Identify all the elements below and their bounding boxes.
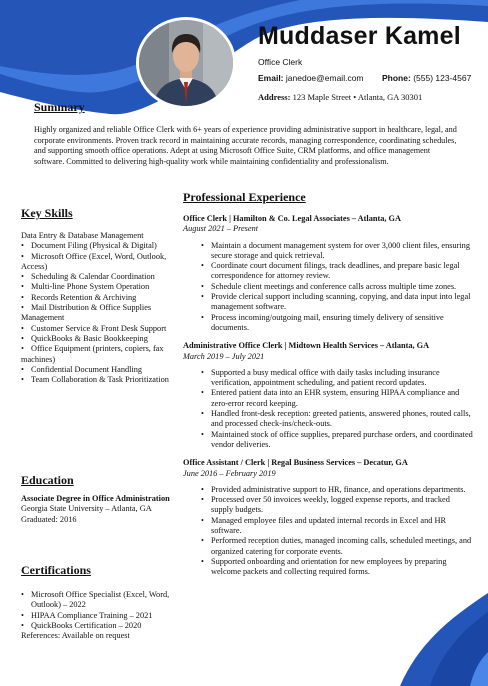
skill-item: • Mail Distribution & Office Supplies Management [21, 303, 152, 323]
job-bullet: • Processed over 50 invoices weekly, logged expense reports, and tracked supply budgets. [211, 495, 473, 516]
email-value: janedoe@email.com [285, 73, 364, 83]
job-bullet: • Performed reception duties, managed incoming calls, scheduled meetings, and organized catering for corporate events. [211, 536, 473, 557]
job-title: Office Clerk | Hamilton & Co. Legal Associates – Atlanta, GA [183, 214, 401, 223]
skill-intro: Data Entry & Database Management [21, 231, 144, 240]
phone-label: Phone: [382, 73, 411, 83]
job-bullet: • Coordinate court document filings, track deadlines, and prepare basic legal correspondence for attorney review. [211, 261, 473, 282]
skill-item: • Microsoft Office (Excel, Word, Outlook, Access) [21, 251, 167, 271]
job-bullet: • Supported a busy medical office with daily tasks including insurance verification, appointment scheduling, and patient record updates. [211, 368, 473, 389]
skills-heading: Key Skills [21, 206, 73, 220]
job-bullet: • Entered patient data into an EHR system, ensuring HIPAA compliance and zero-error record keeping. [211, 388, 473, 409]
education-graduated: Graduated: 2016 [21, 514, 77, 524]
job-bullet: • Managed employee files and updated internal records in Excel and HR software. [211, 516, 473, 537]
job-bullet: • Provide clerical support including scanning, copying, and data input into legal management software. [211, 292, 473, 313]
certification-item: • QuickBooks Certification – 2020 [21, 621, 171, 631]
certification-item: • HIPAA Compliance Training – 2021 [21, 611, 171, 621]
job-entry [183, 214, 473, 333]
experience-list [183, 214, 473, 586]
education-block [21, 494, 171, 525]
job-dates: June 2016 – February 2019 [183, 468, 276, 478]
phone-value: (555) 123-4567 [413, 73, 472, 83]
job-bullet: • Process incoming/outgoing mail, ensuring timely delivery of sensitive documents. [211, 313, 473, 334]
profile-photo [139, 20, 233, 106]
address-value: 123 Maple Street • Atlanta, GA 30301 [292, 92, 423, 102]
skill-item: • Confidential Document Handling [21, 364, 143, 374]
job-title: Office Assistant / Clerk | Regal Business Services – Decatur, GA [183, 458, 408, 468]
job-entry [183, 458, 473, 577]
job-title: Administrative Office Clerk | Midtown Health Services – Atlanta, GA [183, 341, 430, 351]
contact-email [258, 73, 364, 83]
skill-item: • Team Collaboration & Task Prioritization [21, 375, 169, 385]
job-bullet: • Maintain a document management system for over 3,000 client files, ensuring secure storage and quick retrieval. [211, 241, 473, 262]
summary-heading: Summary [34, 100, 85, 114]
contact-address [258, 92, 422, 102]
job-dates: March 2019 – July 2021 [183, 351, 265, 361]
job-dates: August 2021 – Present [183, 224, 259, 234]
email-label: Email: [258, 73, 284, 83]
skill-item: • Office Equipment (printers, copiers, fax machines) [21, 344, 164, 364]
job-bullet: • Maintained stock of office supplies, prepared purchase orders, and coordinated vendor deliveries. [211, 430, 473, 451]
contact-phone [382, 73, 471, 83]
job-bullet: • Provided administrative support to HR, finance, and operations departments. [211, 485, 473, 495]
education-degree: Associate Degree in Office Administration [21, 494, 170, 503]
address-label: Address: [258, 92, 291, 102]
skill-item: • Customer Service & Front Desk Support [21, 323, 167, 333]
certifications-block [21, 590, 171, 641]
certifications-heading: Certifications [21, 563, 91, 577]
skill-item: • QuickBooks & Basic Bookkeeping [21, 333, 148, 343]
skill-item: • Multi-line Phone System Operation [21, 282, 150, 292]
candidate-title: Office Clerk [258, 57, 303, 67]
certification-item: • Microsoft Office Specialist (Excel, Word, Outlook) – 2022 [21, 590, 171, 611]
candidate-name: Muddaser Kamel [258, 22, 461, 50]
skill-item: • Records Retention & Archiving [21, 292, 137, 302]
references: References: Available on request [21, 631, 130, 641]
skills-list [21, 231, 171, 385]
skill-item: • Document Filing (Physical & Digital) [21, 241, 157, 251]
summary-text: Highly organized and reliable Office Clerk with 6+ years of experience providing administrative support in healthcare, legal, and corporate environments. Proven track record in maintaining accurate records, managing correspondence, coordinating schedules, and supporting smooth office operations. Adept at using Microsoft Office Suite, CRM platforms, and office management software. Committed to delivering high-quality work while maintaining confidentiality and professionalism. [34, 125, 457, 166]
job-bullet: • Handled front-desk reception: greeted patients, answered phones, routed calls, and processed check-ins/check-outs. [211, 409, 473, 430]
education-heading: Education [21, 473, 74, 487]
job-bullet: • Schedule client meetings and conference calls across multiple time zones. [211, 282, 473, 292]
job-bullet: • Supported onboarding and orientation for new employees by preparing welcome packets and collecting required forms. [211, 557, 473, 578]
skill-item: • Scheduling & Calendar Coordination [21, 272, 155, 282]
education-school: Georgia State University – Atlanta, GA [21, 504, 152, 514]
job-entry [183, 341, 473, 450]
experience-heading: Professional Experience [183, 190, 306, 204]
